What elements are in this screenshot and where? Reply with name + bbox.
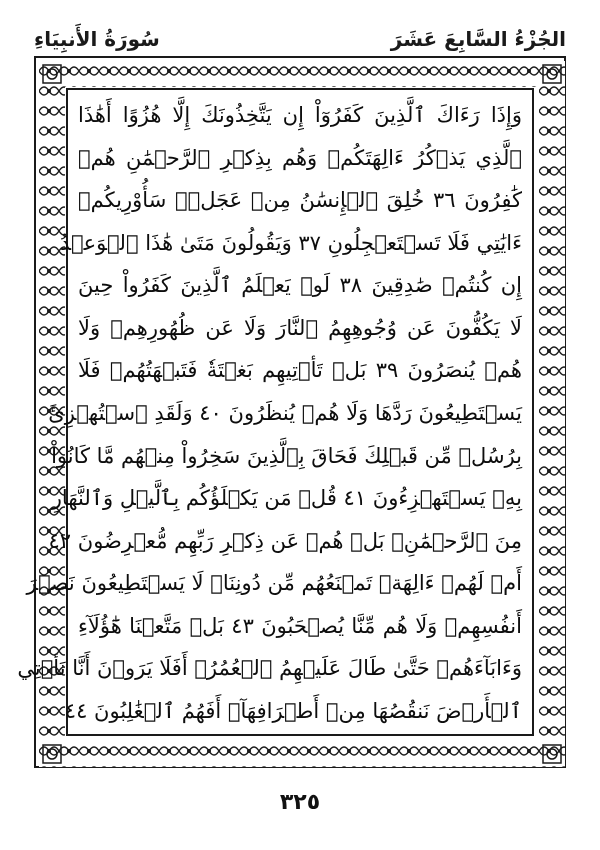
verse-line: مِنَ ٱلرَّحۡمَٰنِۚ بَلۡ هُمۡ عَن ذِكۡرِ رَبِّهِم مُّعۡرِضُونَ ٤٢ bbox=[48, 528, 522, 553]
verse-line: يَسۡتَطِيعُونَ رَدَّهَا وَلَا هُمۡ يُنظَرُونَ ٤٠ وَلَقَدِ ٱسۡتُهۡزِئَ bbox=[48, 400, 522, 425]
verse-line: أَمۡ لَهُمۡ ءَالِهَةٞ تَمۡنَعُهُم مِّن دُونِنَاۚ لَا يَسۡتَطِيعُونَ نَصۡرَ bbox=[26, 571, 522, 596]
page-header bbox=[34, 22, 566, 56]
verse-line: ٱلَّذِي يَذۡكُرُ ءَالِهَتَكُمۡ وَهُم بِذِكۡرِ ٱلرَّحۡمَٰنِ هُمۡ bbox=[78, 145, 522, 170]
surah-title: سُورَةُ الأَنبِيَاءِ bbox=[34, 27, 160, 51]
verse-line: ٱلۡأَرۡضَ نَنقُصُهَا مِنۡ أَطۡرَافِهَآۚ أَفَهُمُ ٱلۡغَٰلِبُونَ ٤٤ bbox=[64, 698, 522, 723]
verse-line: بِرُسُلٖ مِّن قَبۡلِكَ فَحَاقَ بِٱلَّذِينَ سَخِرُواْ مِنۡهُم مَّا كَانُواْ bbox=[51, 443, 522, 468]
page-number: ٣٢٥ bbox=[279, 790, 321, 815]
verse-line: إِن كُنتُمۡ صَٰدِقِينَ ٣٨ لَوۡ يَعۡلَمُ ٱلَّذِينَ كَفَرُواْ حِينَ bbox=[78, 273, 522, 298]
verse-line: أَنفُسِهِمۡ وَلَا هُم مِّنَّا يُصۡحَبُونَ ٤٣ بَلۡ مَتَّعۡنَا هَٰٓؤُلَآءِ bbox=[78, 613, 522, 638]
verse-line: بِهِۦ يَسۡتَهۡزِءُونَ ٤١ قُلۡ مَن يَكۡلَؤُكُم بِٱلَّيۡلِ وَٱلنَّهَارِ bbox=[51, 486, 522, 511]
verse-text-block bbox=[17, 100, 522, 726]
verse-line: وَءَابَآءَهُمۡ حَتَّىٰ طَالَ عَلَيۡهِمُ ٱلۡعُمُرُۗ أَفَلَا يَرَوۡنَ أَنَّا نَأۡتِي bbox=[17, 656, 522, 681]
verse-line: هُمۡ يُنصَرُونَ ٣٩ بَلۡ تَأۡتِيهِم بَغۡتَةٗ فَتَبۡهَتُهُمۡ فَلَا bbox=[78, 358, 522, 383]
verse-line: لَا يَكُفُّونَ عَن وُجُوهِهِمُ ٱلنَّارَ وَلَا عَن ظُهُورِهِمۡ وَلَا bbox=[78, 315, 522, 340]
page-frame bbox=[17, 56, 566, 768]
juz-title: الجُزْءُ السَّابِعَ عَشَرَ bbox=[390, 27, 566, 51]
verse-line: كَٰفِرُونَ ٣٦ خُلِقَ ٱلۡإِنسَٰنُ مِنۡ عَجَلٖۚ سَأُوْرِيكُمۡ bbox=[78, 188, 522, 213]
verse-line: ءَايَٰتِي فَلَا تَسۡتَعۡجِلُونِ ٣٧ وَيَقُولُونَ مَتَىٰ هَٰذَا ٱلۡوَعۡدُ bbox=[59, 230, 522, 255]
verse-line: وَإِذَا رَءَاكَ ٱلَّذِينَ كَفَرُوٓاْ إِن يَتَّخِذُونَكَ إِلَّا هُزُوًا أَهَٰذَا bbox=[78, 103, 522, 127]
